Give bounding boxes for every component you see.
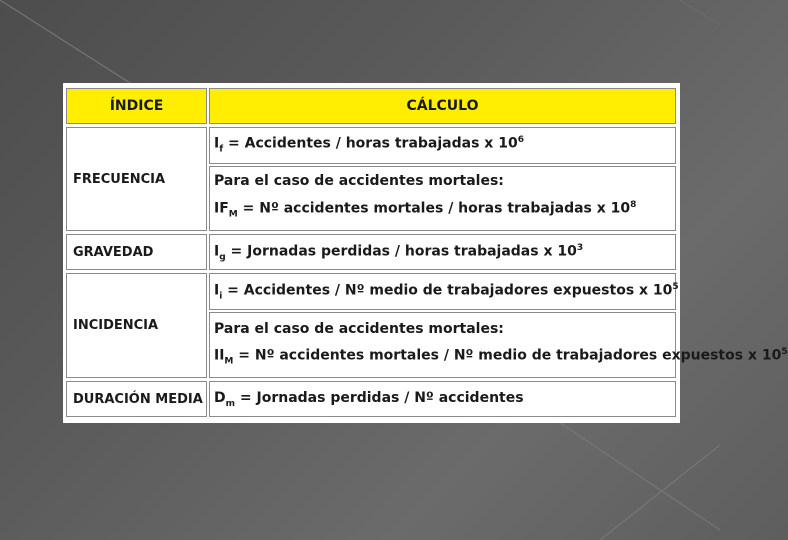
formula-incidencia — [209, 273, 679, 310]
formula-subscript: M — [224, 356, 234, 367]
formula-subscript: M — [228, 209, 238, 220]
formula-text: = Nº accidentes mortales / Nº medio de trabajadores expuestos x 10 — [233, 347, 782, 364]
label-incidencia-text: INCIDENCIA — [73, 318, 159, 333]
formula-exponent: 5 — [781, 347, 788, 357]
formula-subscript: m — [225, 398, 236, 409]
formula-gravedad — [209, 234, 676, 270]
header-indice — [66, 88, 207, 124]
formula-text: = Jornadas perdidas / Nº accidentes — [235, 390, 524, 406]
formula-exponent: 8 — [630, 200, 637, 210]
label-incidencia — [66, 273, 207, 378]
formula-frecuencia-line — [214, 135, 524, 154]
mortales-intro: Para el caso de accidentes mortales: — [214, 173, 504, 189]
formula-text: = Jornadas perdidas / horas trabajadas x 10 — [225, 243, 577, 260]
formula-incidencia-line — [214, 282, 679, 301]
mortales-intro: Para el caso de accidentes mortales: — [214, 321, 504, 337]
label-gravedad — [66, 234, 207, 270]
formula-subscript: g — [219, 252, 226, 263]
header-calculo — [209, 88, 676, 124]
label-gravedad-text: GRAVEDAD — [73, 244, 154, 260]
formula-subscript: f — [219, 144, 224, 155]
header-calculo-text: CÁLCULO — [406, 98, 479, 114]
formula-frecuencia-mortales — [209, 166, 676, 231]
formula-frecuencia — [209, 127, 676, 164]
formula-text: = Accidentes / Nº medio de trabajadores expuestos x 10 — [222, 282, 673, 299]
formula-symbol: I — [214, 282, 220, 299]
formula-gravedad-line — [214, 243, 583, 262]
formula-symbol: I — [214, 243, 220, 260]
formula-duracion-media — [209, 381, 676, 417]
label-duracion-media — [66, 381, 207, 417]
formula-symbol: IF — [214, 200, 229, 217]
header-indice-text: ÍNDICE — [109, 98, 164, 114]
formula-text: = Nº accidentes mortales / horas trabajadas x 10 — [237, 200, 631, 217]
formula-symbol: II — [214, 347, 225, 364]
label-frecuencia-text: FRECUENCIA — [73, 171, 166, 187]
formula-incidencia-mortales — [209, 312, 788, 378]
formula-incidencia-mortales-line — [214, 347, 788, 366]
label-frecuencia — [66, 127, 207, 231]
formula-duracion-media-line — [214, 390, 524, 409]
formula-symbol: D — [214, 390, 226, 406]
indices-table — [63, 83, 788, 423]
formula-symbol: I — [214, 135, 220, 152]
formula-subscript: i — [219, 291, 223, 302]
formula-exponent: 5 — [672, 282, 679, 292]
formula-exponent: 6 — [517, 135, 524, 145]
formula-text: = Accidentes / horas trabajadas x 10 — [223, 135, 518, 152]
label-duracion-media-text: DURACIÓN MEDIA — [73, 391, 203, 407]
formula-frecuencia-mortales-line — [214, 200, 636, 219]
formula-exponent: 3 — [576, 243, 584, 253]
